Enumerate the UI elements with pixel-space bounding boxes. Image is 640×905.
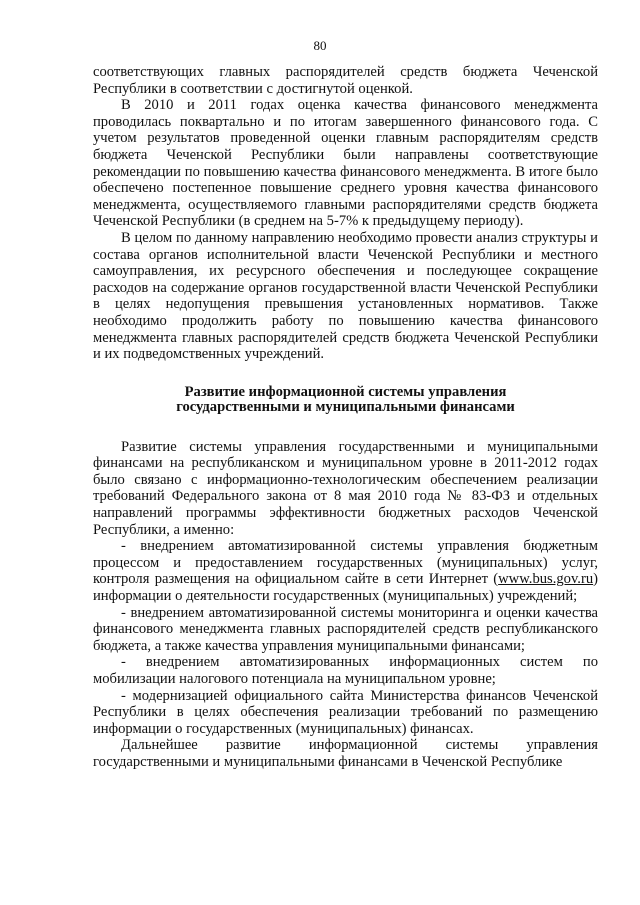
list-item-text: - внедрением автоматизированной системы управления бюджетным процессом и предоставлением государственных (муниципальных) услуг, контроля размещения на официальном сайте в сети Интернет ( xyxy=(93,538,598,588)
paragraph: Дальнейшее развитие информационной системы управления государственными и муниципальными финансами в Чеченской Республике xyxy=(93,737,598,770)
list-item: - внедрением автоматизированной системы мониторинга и оценки качества финансового менеджмента главных распорядителей средств республиканского бюджета, а также качества управления муниципальными финансами; xyxy=(93,604,598,654)
section-heading-line: Развитие информационной системы управления xyxy=(184,383,507,400)
paragraph: В 2010 и 2011 годах оценка качества финансового менеджмента проводилась поквартально и по итогам завершенного финансового года. С учетом результатов проведенной оценки главным распорядителям средств бюджета Чеченской Республики были направлены соответствующие рекомендации по повышению качества финансового менеджмента. В итоге было обеспечено постепенное повышение среднего уровня качества финансового менеджмента, осуществляемого главными распорядителями средств бюджета Чеченской Республики (в среднем на 5-7% к предыдущему периоду). xyxy=(93,97,598,230)
list-item-text: ) информации о деятельности государственных (муниципальных) учреждений; xyxy=(93,571,598,605)
section-heading-line: государственными и муниципальными финансами xyxy=(176,398,515,415)
page-number: 80 xyxy=(313,38,327,53)
section-heading xyxy=(93,385,598,415)
document-body xyxy=(93,64,598,771)
list-item xyxy=(93,538,598,604)
paragraph: В целом по данному направлению необходимо провести анализ структуры и состава органов исполнительной власти Чеченской Республики и местного самоуправления, их ресурсного обеспечения и последующее сокращение расходов на содержание органов государственной власти Чеченской Республики в целях недопущения превышения установленных нормативов. Также необходимо продолжить работу по повышению качества финансового менеджмента главных распорядителей средств бюджета Чеченской Республики и их подведомственных учреждений. xyxy=(93,229,598,363)
paragraph: Развитие системы управления государственными и муниципальными финансами на республиканском и муниципальном уровне в 2011-2012 годах было связано с информационно-технологическим обеспечением реализации требований Федерального закона от 8 мая 2010 года № 83-ФЗ и отдельных направлений программы эффективности бюджетных расходов Чеченской Республики, а именно: xyxy=(93,438,598,538)
website-link[interactable]: www.bus.gov.ru xyxy=(498,571,594,588)
paragraph: соответствующих главных распорядителей средств бюджета Чеченской Республики в соответствии с достигнутой оценкой. xyxy=(93,64,598,97)
list-item: - модернизацией официального сайта Министерства финансов Чеченской Республики в целях обеспечения реализации требований по размещению информации о государственных (муниципальных) финансах. xyxy=(93,687,598,737)
list-item: - внедрением автоматизированных информационных систем по мобилизации налогового потенциала на муниципальном уровне; xyxy=(93,654,598,687)
